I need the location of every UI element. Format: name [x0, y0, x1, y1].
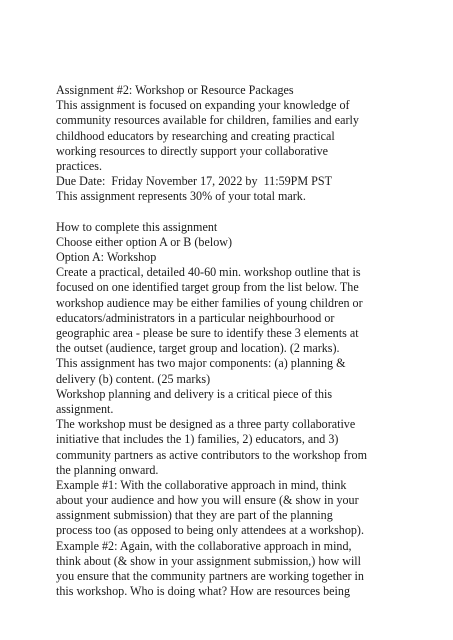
text-line: community resources available for children, families and early — [56, 113, 359, 128]
text-line: Example #2: Again, with the collaborative approach in mind, — [56, 538, 352, 553]
text-line: This assignment has two major components: (a) planning & — [56, 356, 346, 371]
text-line: working resources to directly support your collaborative — [56, 143, 329, 158]
text-line: this workshop. Who is doing what? How are resources being — [56, 584, 350, 599]
text-line: This assignment represents 30% of your total mark. — [56, 189, 306, 204]
option-heading: Option A: Workshop — [56, 250, 157, 265]
text-line: focused on one identified target group from the list below. The — [56, 280, 359, 295]
text-line: think about (& show in your assignment submission,) how will — [56, 553, 362, 568]
text-line: you ensure that the community partners are working together in — [56, 569, 364, 583]
text-line: Workshop planning and delivery is a critical piece of this — [56, 386, 333, 401]
blank-line — [56, 205, 436, 220]
text-line: practices. — [56, 158, 102, 173]
text-line: geographic area - please be sure to identify these 3 elements at — [56, 326, 359, 340]
text-line: educators/administrators in a particular neighbourhood or — [56, 310, 335, 325]
text-line: about your audience and how you will ensure (& show in your — [56, 493, 359, 508]
text-line: workshop audience may be either families of young children or — [56, 295, 363, 310]
document-title: Assignment #2: Workshop or Resource Packages — [56, 83, 294, 97]
section-heading: How to complete this assignment — [56, 219, 218, 234]
text-line: community partners as active contributors to the workshop from — [56, 447, 368, 462]
text-line: delivery (b) content. (25 marks) — [56, 371, 211, 386]
due-date-line: Due Date: Friday November 17, 2022 by 11:59PM PST — [56, 174, 333, 189]
text-line: assignment. — [56, 401, 114, 416]
text-line: The workshop must be designed as a three party collaborative — [56, 417, 356, 432]
text-line: initiative that includes the 1) families, 2) educators, and 3) — [56, 432, 339, 447]
text-line: Example #1: With the collaborative approach in mind, think — [56, 477, 347, 492]
text-line: the planning onward. — [56, 462, 159, 477]
text-line: Choose either option A or B (below) — [56, 234, 233, 249]
text-line: childhood educators by researching and creating practical — [56, 128, 335, 143]
text-line: the outset (audience, target group and location). (2 marks). — [56, 341, 340, 356]
text-line: This assignment is focused on expanding your knowledge of — [56, 98, 350, 113]
text-line: Create a practical, detailed 40-60 min. workshop outline that is — [56, 265, 361, 280]
text-line: process too (as opposed to being only attendees at a workshop). — [56, 523, 364, 538]
document-body — [56, 83, 436, 599]
text-line: assignment submission) that they are part of the planning — [56, 508, 333, 523]
